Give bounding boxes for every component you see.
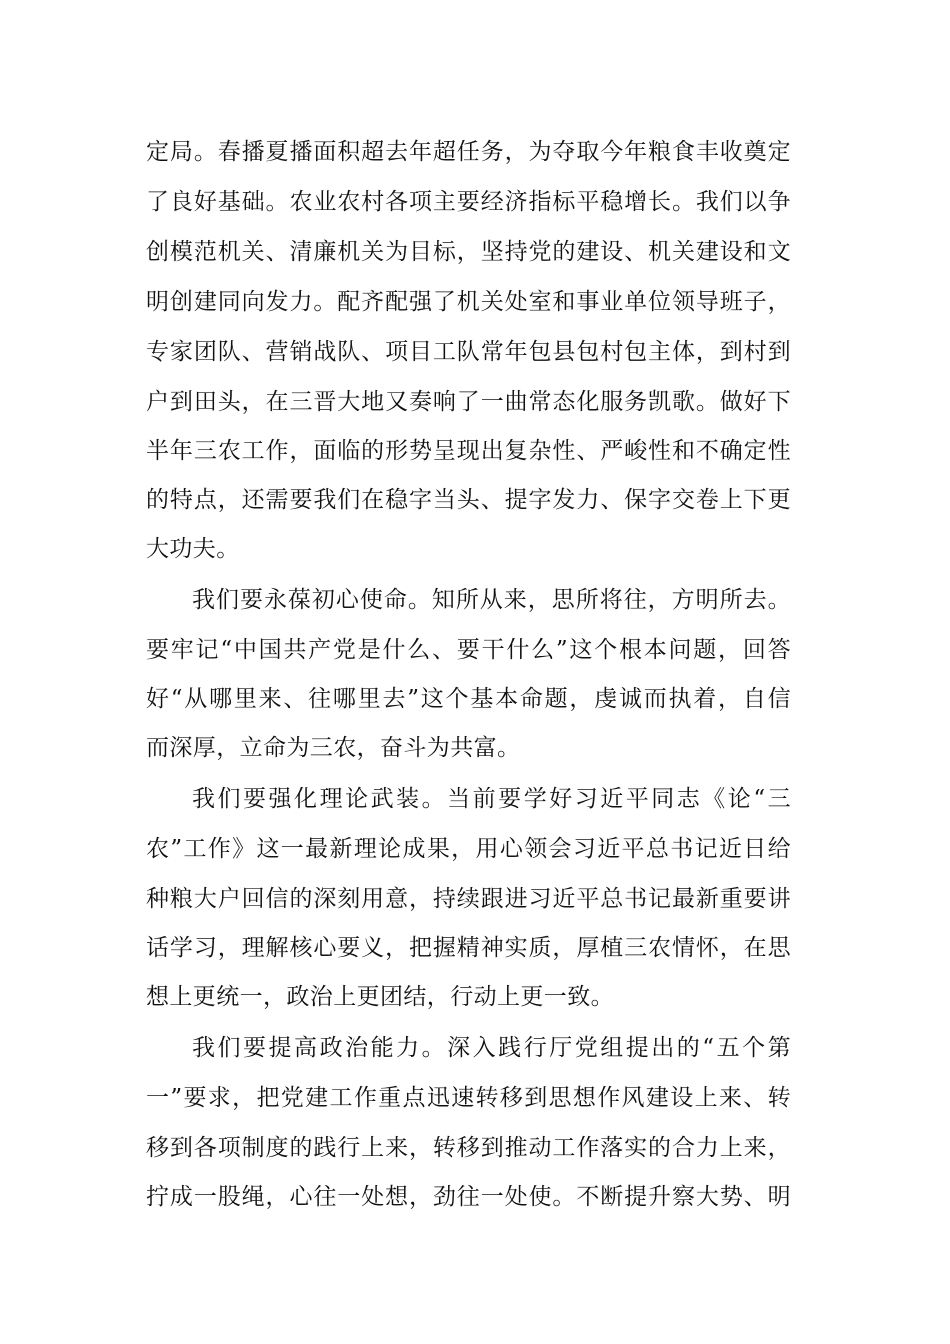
text-line: 我们要永葆初心使命。知所从来，思所将往，方明所去。: [192, 587, 791, 613]
text-line: 户到田头，在三晋大地又奏响了一曲常态化服务凯歌。做好下: [146, 389, 791, 415]
text-line: 农”工作》这一最新理论成果，用心领会习近平总书记近日给: [146, 836, 791, 862]
text-line: 一”要求，把党建工作重点迅速转移到思想作风建设上来、转: [146, 1085, 791, 1111]
text-line: 移到各项制度的践行上来，转移到推动工作落实的合力上来，: [146, 1135, 791, 1161]
text-line: 了良好基础。农业农村各项主要经济指标平稳增长。我们以争: [146, 189, 791, 215]
text-line: 而深厚，立命为三农，奋斗为共富。: [146, 735, 521, 761]
text-line: 拧成一股绳，心往一处想，劲往一处使。不断提升察大势、明: [146, 1184, 791, 1210]
text-line: 要牢记“中国共产党是什么、要干什么”这个根本问题，回答: [146, 637, 791, 663]
text-line: 定局。春播夏播面积超去年超任务，为夺取今年粮食丰收奠定: [146, 139, 791, 165]
text-line: 半年三农工作，面临的形势呈现出复杂性、严峻性和不确定性: [146, 438, 791, 464]
text-line: 专家团队、营销战队、项目工队常年包县包村包主体，到村到: [146, 339, 791, 365]
text-line: 大功夫。: [146, 536, 240, 562]
text-line: 种粮大户回信的深刻用意，持续跟进习近平总书记最新重要讲: [146, 886, 791, 912]
text-line: 想上更统一，政治上更团结，行动上更一致。: [146, 984, 614, 1010]
text-line: 好“从哪里来、往哪里去”这个基本命题，虔诚而执着，自信: [146, 686, 791, 712]
text-line: 话学习，理解核心要义，把握精神实质，厚植三农情怀，在思: [146, 935, 791, 961]
text-line: 我们要提高政治能力。深入践行厅党组提出的“五个第: [192, 1035, 791, 1061]
text-line: 我们要强化理论武装。当前要学好习近平同志《论“三: [192, 786, 791, 812]
text-line: 的特点，还需要我们在稳字当头、提字发力、保字交卷上下更: [146, 487, 791, 513]
text-line: 明创建同向发力。配齐配强了机关处室和事业单位领导班子，: [146, 289, 791, 315]
text-line: 创模范机关、清廉机关为目标，坚持党的建设、机关建设和文: [146, 239, 791, 265]
